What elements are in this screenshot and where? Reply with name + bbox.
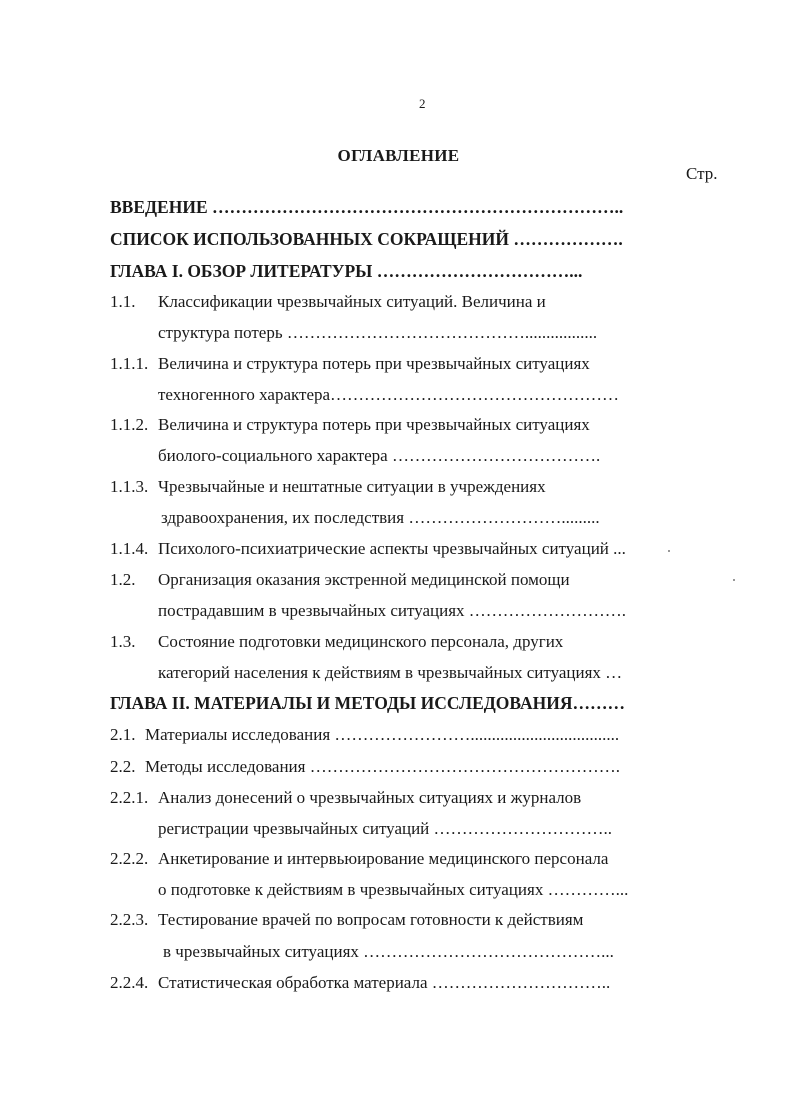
toc-item-number: 1.1.1. xyxy=(110,354,149,373)
toc-item-text: Состояние подготовки медицинского персонала, других xyxy=(158,632,564,651)
toc-item-continuation: в чрезвычайных ситуациях ……………………………………... xyxy=(163,942,614,961)
toc-item-text: Величина и структура потерь при чрезвычайных ситуациях xyxy=(158,354,590,373)
toc-item-number: 1.1. xyxy=(110,292,136,311)
toc-item-number: 2.2.4. xyxy=(110,973,149,992)
toc-item-text: Психолого-психиатрические аспекты чрезвычайных ситуаций ... xyxy=(158,539,626,558)
toc-item-continuation: структура потерь ……………………………………................. xyxy=(158,323,598,342)
toc-item-number: 1.1.2. xyxy=(110,415,149,434)
toc-item-continuation: здравоохранения, их последствия ………………………......... xyxy=(161,508,600,527)
toc-item-number: 2.2.1. xyxy=(110,788,149,807)
toc-item-text: Величина и структура потерь при чрезвычайных ситуациях xyxy=(158,415,590,434)
toc-item-continuation: техногенного характера…………………………………………… xyxy=(158,385,620,404)
scan-speck xyxy=(733,579,735,581)
toc-item-number: 1.2. xyxy=(110,570,136,589)
toc-heading-chapter-2: ГЛАВА II. МАТЕРИАЛЫ И МЕТОДЫ ИССЛЕДОВАНИЯ……… xyxy=(110,693,625,713)
toc-item-number: 2.2. xyxy=(110,757,136,776)
toc-item-text: Методы исследования ………………………………………………. xyxy=(145,757,620,776)
toc-item-number: 1.1.3. xyxy=(110,477,149,496)
toc-item-number: 1.1.4. xyxy=(110,539,149,558)
toc-item-number: 2.2.2. xyxy=(110,849,149,868)
toc-item-text: Классификации чрезвычайных ситуаций. Величина и xyxy=(158,292,546,311)
toc-item-text: Чрезвычайные и нештатные ситуации в учреждениях xyxy=(158,477,546,496)
toc-item-text: Организация оказания экстренной медицинской помощи xyxy=(158,570,570,589)
toc-item-continuation: биолого-социального характера ………………………………. xyxy=(158,446,601,465)
toc-heading-abbreviations: СПИСОК ИСПОЛЬЗОВАННЫХ СОКРАЩЕНИЙ ………………. xyxy=(110,229,623,249)
toc-item-continuation: категорий населения к действиям в чрезвычайных ситуациях … xyxy=(158,663,623,682)
toc-heading-chapter-1: ГЛАВА I. ОБЗОР ЛИТЕРАТУРЫ ……………………………... xyxy=(110,261,583,281)
toc-item-number: 1.3. xyxy=(110,632,136,651)
toc-item-text: Анкетирование и интервьюирование медицинского персонала xyxy=(158,849,609,868)
toc-item-text: Анализ донесений о чрезвычайных ситуациях и журналов xyxy=(158,788,582,807)
page-column-header: Стр. xyxy=(686,164,718,183)
toc-item-continuation: регистрации чрезвычайных ситуаций ………………………….. xyxy=(158,819,613,838)
toc-item-number: 2.2.3. xyxy=(110,910,149,929)
toc-heading-introduction: ВВЕДЕНИЕ …………………………………………………………….. xyxy=(110,197,624,217)
page-title: ОГЛАВЛЕНИЕ xyxy=(337,146,460,165)
toc-item-continuation: о подготовке к действиям в чрезвычайных ситуациях …………... xyxy=(158,880,629,899)
toc-item-text: Материалы исследования ……………………................................... xyxy=(145,725,620,744)
toc-item-text: Статистическая обработка материала ………………………….. xyxy=(158,973,611,992)
toc-item-text: Тестирование врачей по вопросам готовности к действиям xyxy=(158,910,584,929)
page-number: 2 xyxy=(419,96,426,111)
toc-item-number: 2.1. xyxy=(110,725,136,744)
scan-speck xyxy=(668,550,670,552)
toc-item-continuation: пострадавшим в чрезвычайных ситуациях ………………………. xyxy=(158,601,627,620)
